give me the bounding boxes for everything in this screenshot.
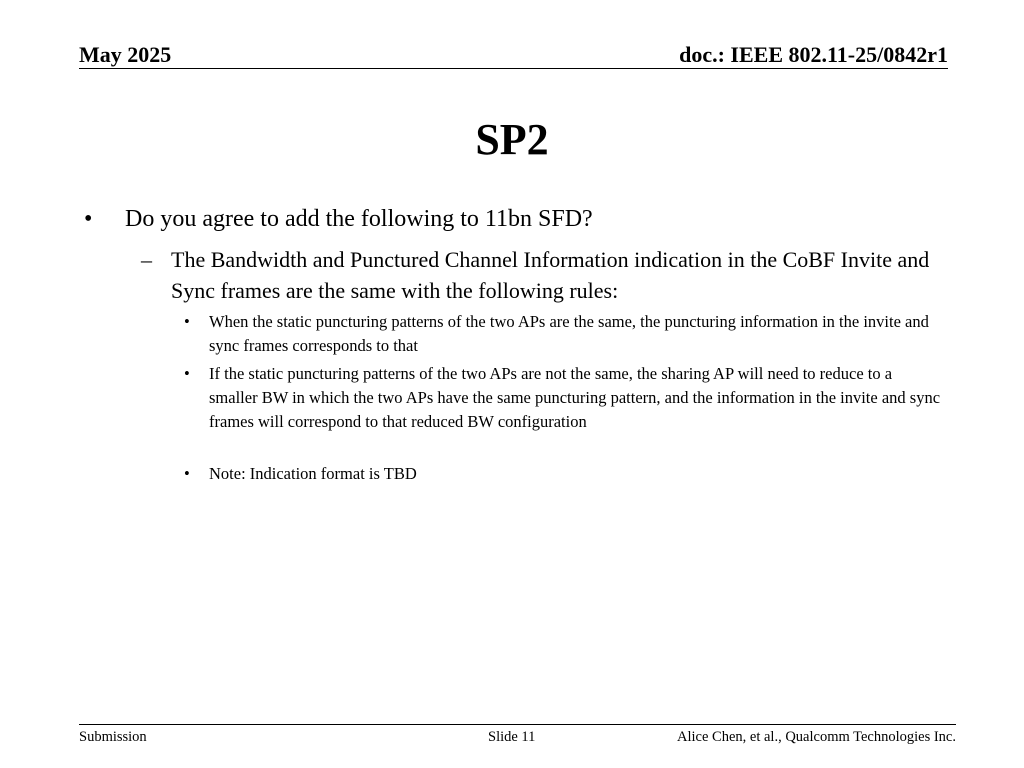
footer-submission: Submission [79,729,147,745]
rule-text: Note: Indication format is TBD [209,464,417,483]
rule-text: When the static puncturing patterns of the two APs are the same, the puncturing information in the invite and sync frames corresponds to that [209,312,929,355]
bullet-symbol: • [184,364,190,383]
footer-authors: Alice Chen, et al., Qualcomm Technologies Inc. [677,729,956,745]
slide-title: SP2 [475,115,549,164]
question-text: Do you agree to add the following to 11bn SFD? [125,206,593,232]
bullet-symbol: • [184,464,190,483]
sub-point-text: The Bandwidth and Punctured Channel Information indication in the CoBF Invite and Sync frames are the same with the following rules: [171,247,930,303]
header-divider [79,68,948,69]
rule-item [184,310,944,358]
footer-divider [79,724,956,725]
bullet-symbol: • [84,206,93,232]
rule-text: If the static puncturing patterns of the two APs are not the same, the sharing AP will need to reduce to a smaller BW in which the two APs have the same puncturing pattern, and the information in the invite and sync frames will correspond to that reduced BW configuration [209,364,941,431]
header-doc-id: doc.: IEEE 802.11-25/0842r1 [679,42,948,67]
rule-item [184,462,944,486]
footer-slide-number: Slide 11 [488,729,536,745]
bullet-symbol: • [184,312,190,331]
dash-symbol: – [141,247,152,272]
header-date: May 2025 [79,42,172,67]
rule-item [184,362,944,434]
sub-point [141,244,931,306]
